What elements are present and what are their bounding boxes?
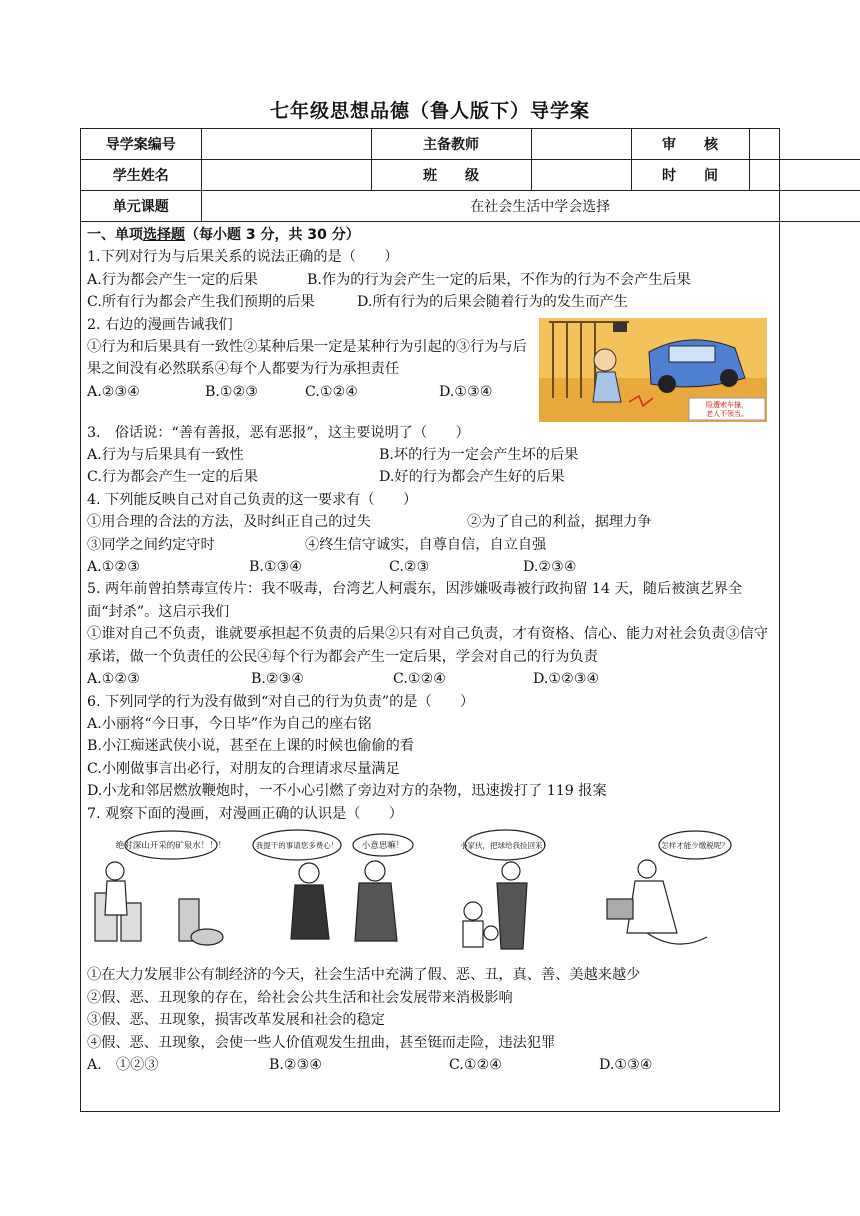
q3-option-a: A.行为与后果具有一致性: [87, 447, 244, 464]
field-lead-teacher[interactable]: [531, 129, 631, 160]
q1-options-row2: [87, 291, 773, 313]
field-class[interactable]: [531, 160, 631, 191]
q2-cartoon-image: [539, 318, 767, 422]
q1-option-b: B.作为的行为会产生一定的后果，不作为的行为不会产生后果: [307, 271, 691, 288]
q5-option-c: C.①②④: [393, 671, 447, 688]
q7-bubble-3: 小意思嘛！: [361, 840, 405, 851]
q7-bubble-5: 怎样才能少缴税呢？: [661, 840, 729, 850]
q4-stem: 4. 下列能反映自己对自己负责的这一要求有（ ）: [87, 491, 418, 508]
q2-cartoon-caption-2: 老人不领当。: [706, 409, 748, 418]
q1-option-c: C.所有行为都会产生我们预期的后果: [87, 294, 315, 311]
field-student-name[interactable]: [201, 160, 371, 191]
q4-item-4: ④终生信守诚实，自尊自信，自立自强: [305, 536, 547, 553]
q4-line2: [87, 534, 773, 556]
q5-options: [87, 668, 773, 690]
q7-option-b: B.②③④: [269, 1056, 323, 1073]
q5-body: ①谁对自己不负责，谁就要承担起不负责的后果②只有对自己负责，才有资格、信心、能力对社会负责③信守承诺，做一个负责任的公民④每个行为都会产生一定后果，学会对自己的行为负责: [87, 626, 769, 665]
q7-bubble-1: 绝对深山开采的矿泉水！！！: [115, 840, 227, 851]
q5-stem: 5. 两年前曾拍禁毒宣传片：我不吸毒，台湾艺人柯震东，因涉嫌吸毒被行政拘留 14 天，随后被演艺界全面“封杀”。这启示我们: [87, 581, 743, 620]
section-underlined: 选择题: [143, 227, 185, 243]
q2-body: ①行为和后果具有一致性②某种后果一定是某种行为引起的③行为与后果之间没有必然联系④每个人都要为行为承担责任: [87, 339, 527, 378]
q7-option-a: A. ①②③: [87, 1056, 159, 1073]
q2-block: [87, 314, 773, 422]
q3-option-d: D.好的行为都会产生好的后果: [379, 469, 565, 486]
q7-statement-3: ③假、恶、丑现象，损害改革发展和社会的稳定: [87, 1012, 385, 1029]
field-time[interactable]: [749, 160, 860, 191]
section-heading: [87, 224, 773, 246]
field-case-number[interactable]: [201, 129, 371, 160]
page-title: 七年级思想品德（鲁人版下）导学案: [269, 100, 590, 122]
q2-option-a: A.②③④: [87, 383, 140, 400]
q6-stem: 6. 下列同学的行为没有做到“对自己的行为负责”的是（ ）: [87, 693, 475, 710]
q5-option-a: A.①②③: [87, 671, 140, 688]
q7-statement-2: ②假、恶、丑现象的存在，给社会公共生活和社会发展带来消极影响: [87, 989, 513, 1006]
field-review[interactable]: [749, 129, 860, 160]
q7-option-c: C.①②④: [449, 1056, 503, 1073]
q4-option-c: C.②③: [389, 559, 430, 576]
section-suffix: （每小题 3 分，共 30 分）: [185, 227, 360, 243]
q4-item-1: ①用合理的合法的方法，及时纠正自己的过失: [87, 514, 371, 531]
q4-option-a: A.①②③: [87, 559, 140, 576]
q5-option-d: D.①②③④: [533, 671, 600, 688]
label-time: 时 间: [631, 160, 749, 191]
label-case-number: 导学案编号: [81, 129, 201, 160]
q7-options: [87, 1054, 773, 1076]
q2-text: [87, 314, 531, 422]
questions: [81, 222, 779, 1076]
label-lead-teacher: 主备教师: [371, 129, 531, 160]
q7-statement-4: ④假、恶、丑现象，会使一些人价值观发生扭曲，甚至铤而走险，违法犯罪: [87, 1034, 556, 1051]
q4-item-2: ②为了自己的利益，据理力争: [467, 514, 652, 531]
q3-stem: 3. 俗话说：“善有善报，恶有恶报”，这主要说明了（ ）: [87, 424, 470, 441]
q2-option-c: C.①②④: [305, 383, 359, 400]
q2-cartoon-caption-1: 险遭索车撞，: [706, 400, 748, 409]
q7-statement-1: ①在大力发展非公有制经济的今天，社会生活中充满了假、恶、丑，真、善、美越来越少: [87, 967, 641, 984]
q7-comic-strip-image: [87, 829, 767, 955]
q3-options-row1: [87, 444, 773, 466]
q2-options: [87, 381, 531, 403]
q7-bubble-2: 我提干的事请您多费心！: [255, 840, 339, 850]
worksheet: [80, 128, 780, 1112]
q2-stem: 2. 右边的漫画告诫我们: [87, 316, 233, 333]
q6-option-d: D.小龙和邻居燃放鞭炮时，一不小心引燃了旁边对方的杂物，迅速拨打了 119 报案: [87, 783, 607, 800]
q4-option-d: D.②③④: [523, 559, 577, 576]
q4-option-b: B.①③④: [249, 559, 303, 576]
q6-option-a: A.小丽将“今日事，今日毕”作为自己的座右铭: [87, 715, 372, 732]
q1-stem: 1.下列对行为与后果关系的说法正确的是（ ）: [87, 249, 399, 266]
q6-option-b: B.小江痴迷武侠小说，甚至在上课的时候也偷偷的看: [87, 738, 415, 755]
q1-options-row1: [87, 269, 773, 291]
q4-options: [87, 556, 773, 578]
label-class: 班 级: [371, 160, 531, 191]
section-prefix: 一、单项: [87, 227, 143, 243]
q3-options-row2: [87, 466, 773, 488]
q7-option-d: D.①③④: [599, 1056, 653, 1073]
label-review: 审 核: [631, 129, 749, 160]
q1-option-d: D.所有行为的后果会随着行为的发生而产生: [357, 294, 628, 311]
q7-bubble-4: 小家伙，把球给我捡回来！: [460, 840, 550, 850]
q5-option-b: B.②③④: [251, 671, 305, 688]
q2-option-b: B.①②③: [205, 383, 259, 400]
q2-option-d: D.①③④: [439, 383, 493, 400]
unit-topic-value: 在社会生活中学会选择: [201, 191, 860, 222]
header-table: [81, 129, 860, 222]
q3-option-b: B.坏的行为一定会产生坏的后果: [379, 447, 579, 464]
label-unit-topic: 单元课题: [81, 191, 201, 222]
q1-option-a: A.行为都会产生一定的后果: [87, 271, 258, 288]
label-student-name: 学生姓名: [81, 160, 201, 191]
q4-line1: [87, 511, 773, 533]
q3-option-c: C.行为都会产生一定的后果: [87, 469, 258, 486]
q4-item-3: ③同学之间约定守时: [87, 536, 215, 553]
q6-option-c: C.小刚做事言出必行，对朋友的合理请求尽量满足: [87, 760, 400, 777]
q7-stem: 7. 观察下面的漫画，对漫画正确的认识是（ ）: [87, 805, 403, 822]
